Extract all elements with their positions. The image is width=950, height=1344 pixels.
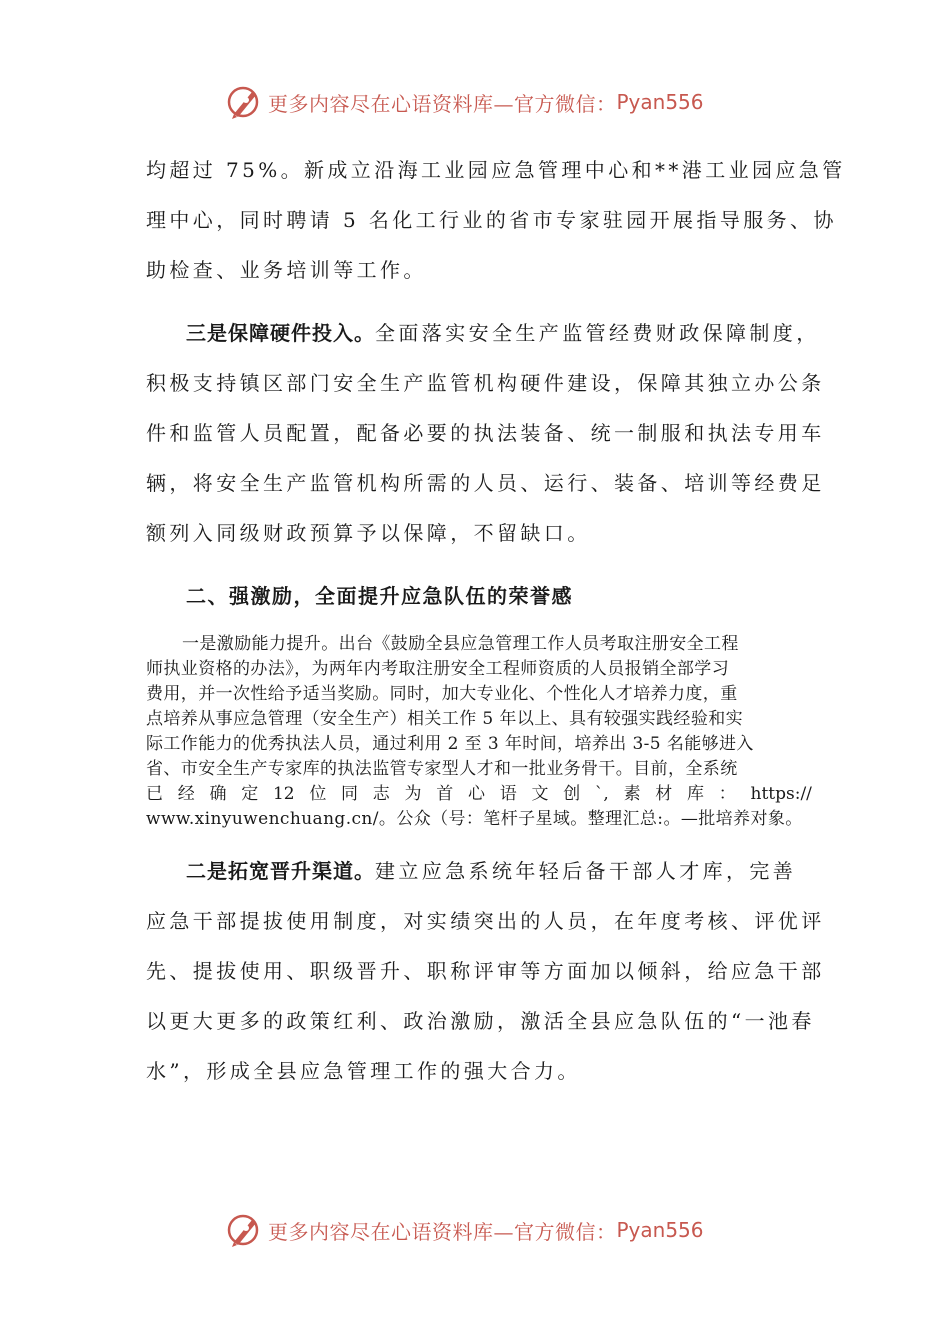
text-line: 额列入同级财政预算予以保障，不留缺口。 xyxy=(146,521,591,545)
text-line-spread xyxy=(146,782,812,807)
paragraph-continuation xyxy=(146,145,846,295)
spread-token: 志 xyxy=(372,784,390,804)
text-line: 辆，将安全生产监管机构所需的人员、运行、装备、培训等经费足 xyxy=(146,471,825,495)
text-line: 均超过 75%。新成立沿海工业园应急管理中心和**港工业园应急管 xyxy=(146,158,846,182)
text-line: 师执业资格的办法》，为两年内考取注册安全工程师资质的人员报销全部学习 xyxy=(146,659,730,679)
header-banner xyxy=(226,82,746,122)
text-line: 助检查、业务培训等工作。 xyxy=(146,258,427,282)
spread-token: https:// xyxy=(750,784,812,804)
text-line: 点培养从事应急管理（安全生产）相关工作 5 年以上、具有较强实践经验和实 xyxy=(146,709,744,729)
banner-text: 更多内容尽在心语资料库—官方微信： xyxy=(268,91,617,116)
text-line: 件和监管人员配置，配备必要的执法装备、统一制服和执法专用车 xyxy=(146,421,825,445)
pen-logo-icon xyxy=(226,1212,262,1248)
spread-token: 创 xyxy=(563,784,581,804)
text-line: 际工作能力的优秀执法人员，通过利用 2 至 3 年时间，培养出 3-5 名能够进入 xyxy=(146,734,754,754)
text-line: 省、市安全生产专家库的执法监管专家型人才和一批业务骨干。目前，全系统 xyxy=(146,759,738,779)
text-line xyxy=(146,308,820,358)
text-line: 以更大更多的政策红利、政治激励，激活全县应急队伍的“一池春 xyxy=(146,1009,815,1033)
spread-token: 经 xyxy=(177,784,195,804)
paragraph-promotion-channels xyxy=(146,846,825,1096)
spread-token: 材 xyxy=(655,784,673,804)
paragraph-ability-incentive xyxy=(146,632,812,832)
text-line: 应急干部提拔使用制度，对实绩突出的人员，在年度考核、评优评 xyxy=(146,909,825,933)
spread-token: ： xyxy=(718,784,736,804)
spread-token: 库 xyxy=(687,784,705,804)
spread-token: 已 xyxy=(146,784,163,804)
text-line: 一是激励能力提升。出台《鼓励全县应急管理工作人员考取注册安全工程 xyxy=(182,634,739,654)
spread-token: 为 xyxy=(404,784,422,804)
banner-text: 更多内容尽在心语资料库—官方微信： xyxy=(268,1219,617,1244)
spread-token: 位 xyxy=(309,784,327,804)
paragraph-lead: 二是拓宽晋升渠道。 xyxy=(186,859,375,883)
spread-token: 确 xyxy=(209,784,227,804)
paragraph-lead-rest: 建立应急系统年轻后备干部人才库，完善 xyxy=(375,859,797,883)
text-line: 水”，形成全县应急管理工作的强大合力。 xyxy=(146,1059,581,1083)
spread-token: 定 xyxy=(241,784,259,804)
text-line: 费用，并一次性给予适当奖励。同时，加大专业化、个性化人才培养力度，重 xyxy=(146,684,738,704)
paragraph-hardware-investment xyxy=(146,308,825,558)
text-line: 理中心，同时聘请 5 名化工行业的省市专家驻园开展指导服务、协 xyxy=(146,208,837,232)
banner-weixin-id: Pyan556 xyxy=(616,1218,704,1242)
spread-token: 12 xyxy=(272,784,295,804)
text-line xyxy=(146,846,808,896)
pen-logo-icon xyxy=(226,84,262,120)
paragraph-lead: 三是保障硬件投入。 xyxy=(186,321,375,345)
spread-token: 心 xyxy=(467,784,485,804)
text-line: 积极支持镇区部门安全生产监管机构硬件建设，保障其独立办公条 xyxy=(146,371,825,395)
spread-token: 文 xyxy=(531,784,549,804)
banner-weixin-id: Pyan556 xyxy=(616,90,704,114)
paragraph-lead-rest: 全面落实安全生产监管经费财政保障制度， xyxy=(375,321,820,345)
text-line: 先、提拔使用、职级晋升、职称评审等方面加以倾斜，给应急干部 xyxy=(146,959,825,983)
spread-token: 首 xyxy=(436,784,454,804)
spread-token: `, xyxy=(594,784,609,804)
section-heading: 二、强激励，全面提升应急队伍的荣誉感 xyxy=(186,584,573,608)
spread-token: 同 xyxy=(341,784,359,804)
spread-token: 素 xyxy=(623,784,641,804)
text-line: www.xinyuwenchuang.cn/。公众（号：笔杆子星域。整理汇总:。—批培养对象。 xyxy=(146,809,803,829)
spread-token: 语 xyxy=(499,784,517,804)
footer-banner xyxy=(226,1210,746,1250)
